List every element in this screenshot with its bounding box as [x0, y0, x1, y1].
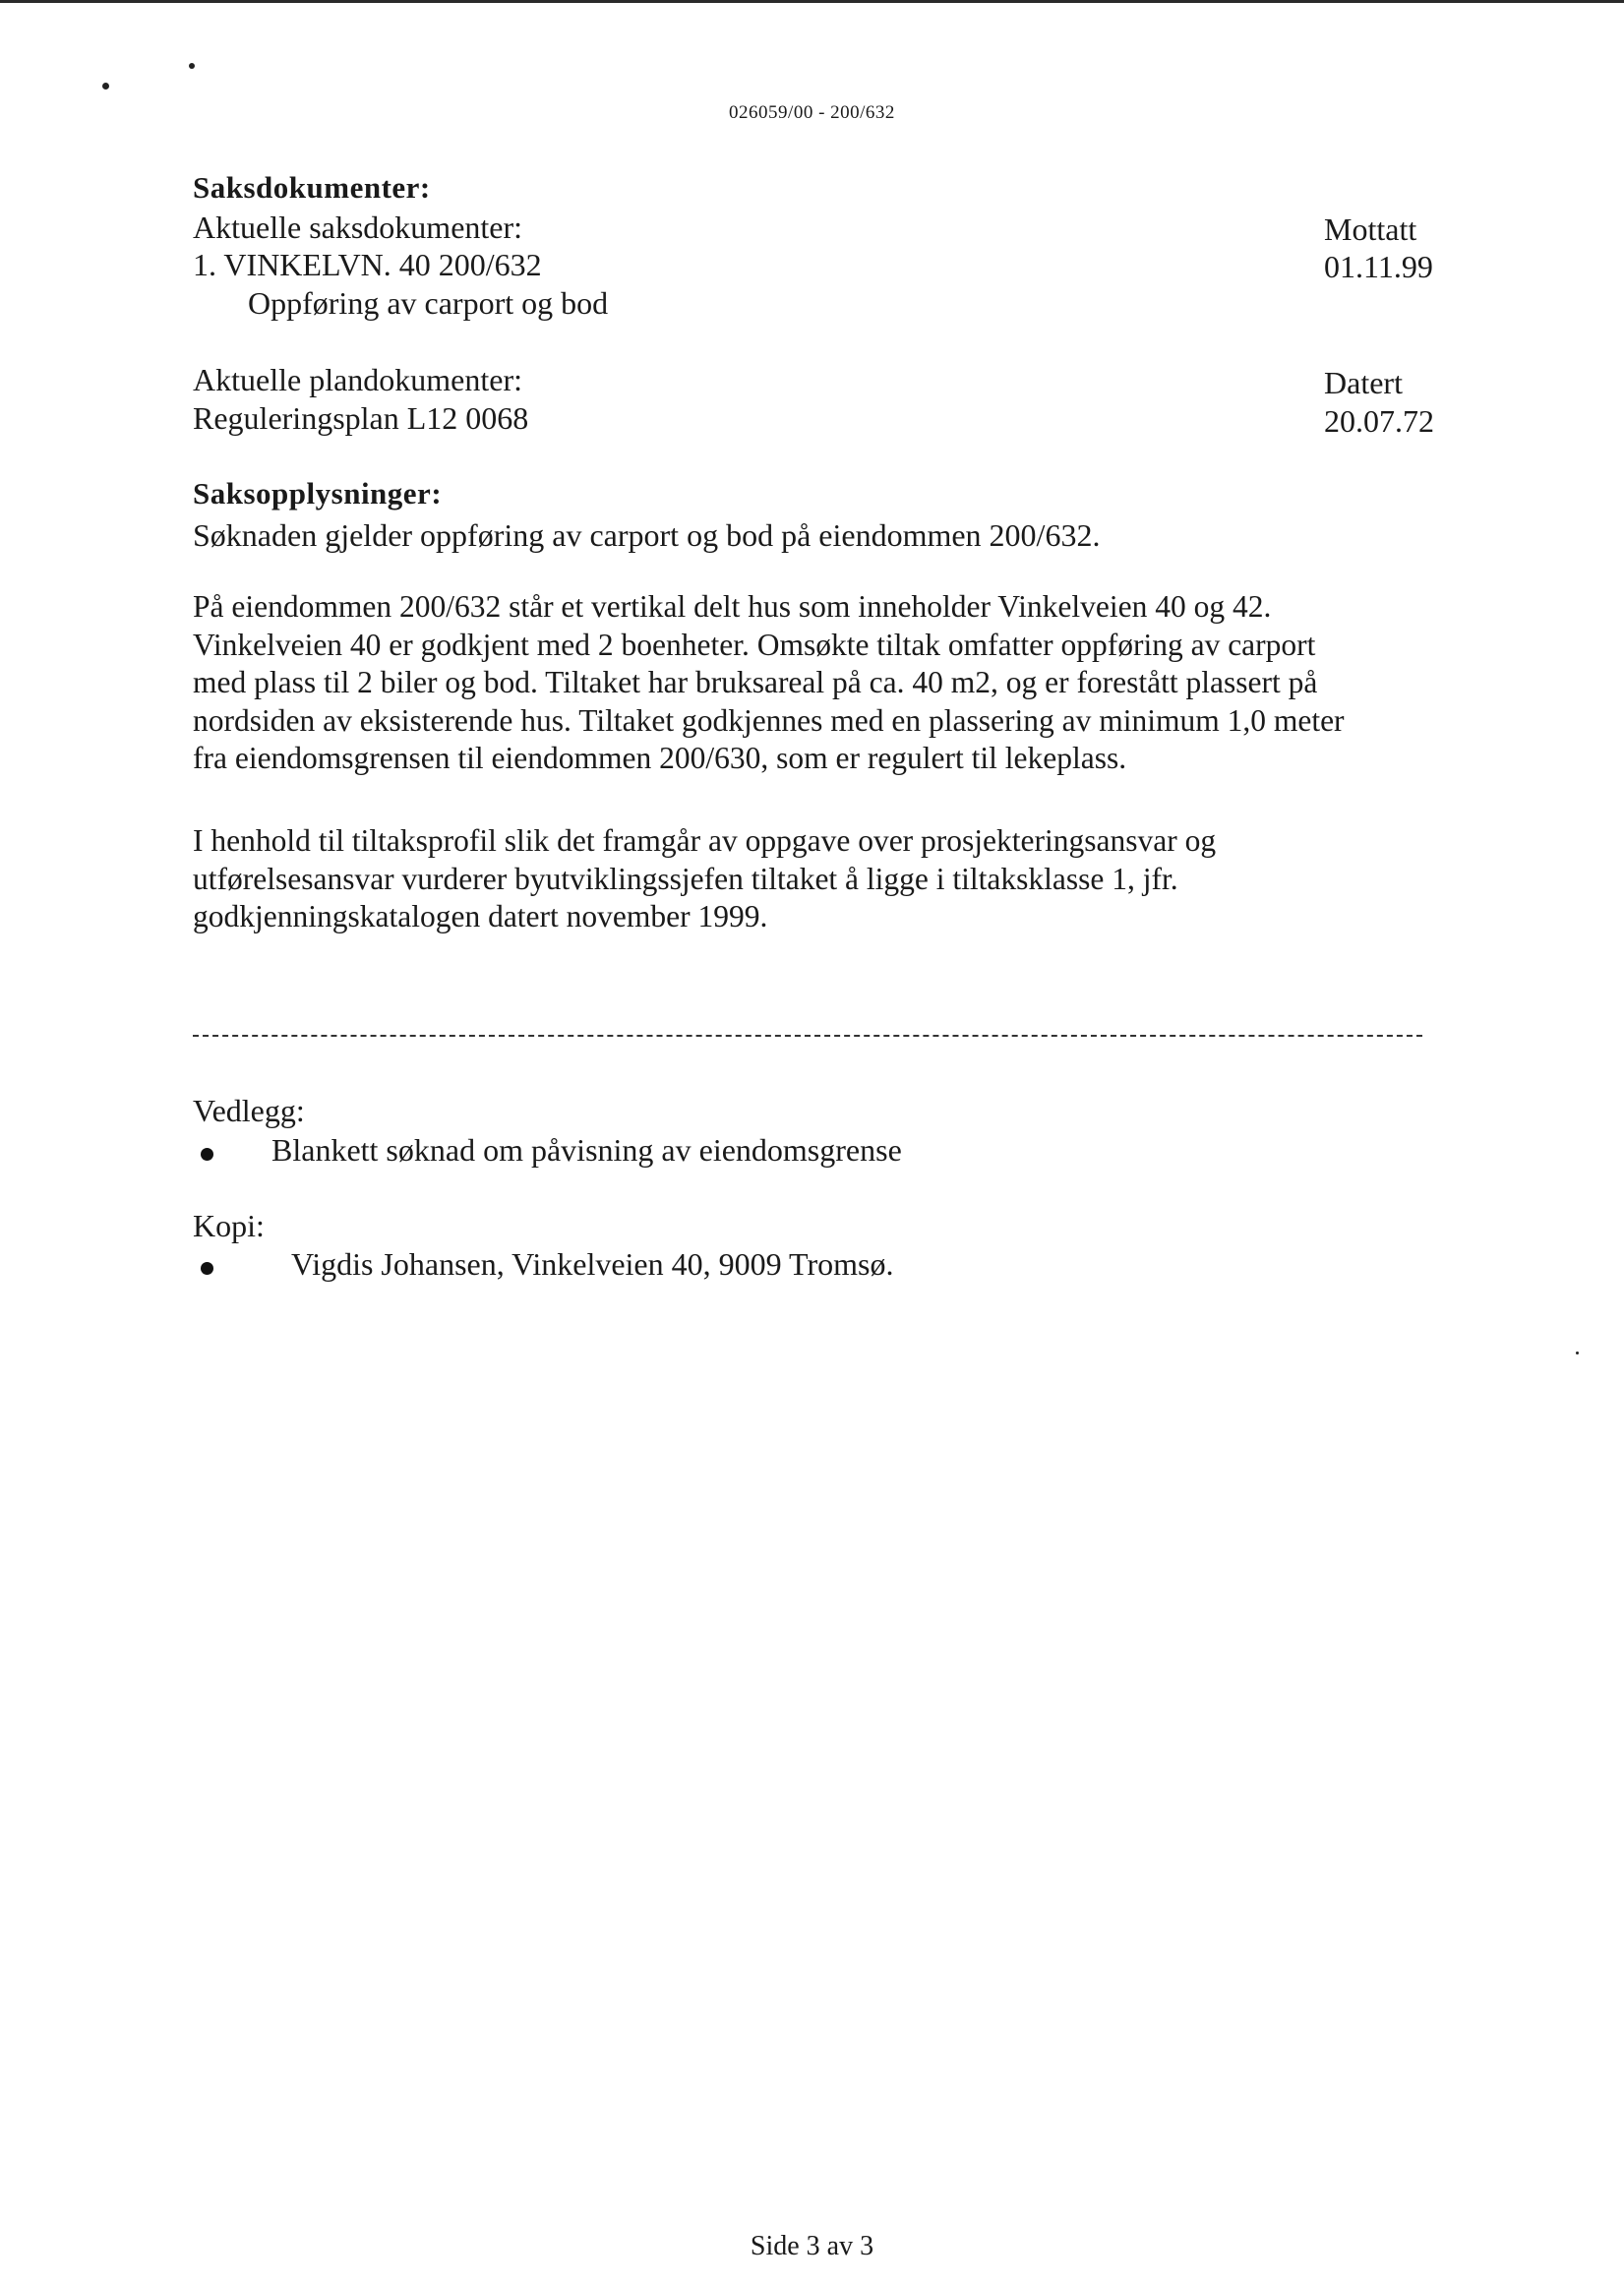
plan-name: Reguleringsplan L12 0068	[193, 400, 529, 436]
paragraph-line: utførelsesansvar vurderer byutviklingssjefen tiltaket å ligge i tiltaksklasse 1, jfr.	[193, 861, 1178, 896]
scan-speck	[189, 63, 195, 69]
attachments-label: Vedlegg:	[193, 1093, 305, 1128]
paragraph-line: fra eiendomsgrensen til eiendommen 200/630, som er regulert til lekeplass.	[193, 741, 1127, 775]
paragraph-line: nordsiden av eksisterende hus. Tiltaket godkjennes med en plassering av minimum 1,0 meter	[193, 702, 1345, 738]
attachment-item: Blankett søknad om påvisning av eiendomsgrense	[271, 1132, 902, 1168]
top-border-line	[0, 0, 1624, 3]
document-item-subtitle: Oppføring av carport og bod	[248, 285, 609, 321]
document-reference: 026059/00 - 200/632	[729, 102, 895, 123]
page-number: Side 3 av 3	[750, 2231, 874, 2261]
section-heading-saksdokumenter: Saksdokumenter:	[193, 170, 431, 205]
copy-recipient: Vigdis Johansen, Vinkelveien 40, 9009 Tromsø.	[291, 1246, 894, 1282]
received-label: Mottatt	[1324, 211, 1417, 247]
paragraph-line: med plass til 2 biler og bod. Tiltaket har bruksareal på ca. 40 m2, og er forestått plassert på	[193, 665, 1318, 699]
paragraph-line: På eiendommen 200/632 står et vertikal delt hus som inneholder Vinkelveien 40 og 42.	[193, 589, 1272, 624]
section-heading-saksopplysninger: Saksopplysninger:	[193, 476, 443, 511]
plan-dated-date: 20.07.72	[1324, 403, 1434, 439]
bullet-icon	[201, 1148, 213, 1161]
paragraph-line: Vinkelveien 40 er godkjent med 2 boenheter. Omsøkte tiltak omfatter oppføring av carport	[193, 627, 1316, 662]
copy-label: Kopi:	[193, 1208, 265, 1243]
scan-speck	[102, 83, 109, 90]
plan-docs-label: Aktuelle plandokumenter:	[193, 362, 523, 397]
dated-label: Datert	[1324, 365, 1403, 400]
current-docs-label: Aktuelle saksdokumenter:	[193, 210, 523, 245]
case-intro-text: Søknaden gjelder oppføring av carport og bod på eiendommen 200/632.	[193, 517, 1101, 553]
paragraph-line: godkjenningskatalogen datert november 1999.	[193, 899, 768, 933]
dashed-separator	[193, 1035, 1422, 1037]
case-paragraph-1	[193, 588, 1345, 778]
document-received-date: 01.11.99	[1324, 249, 1433, 284]
scan-speck	[1576, 1352, 1579, 1354]
bullet-icon	[201, 1262, 213, 1275]
document-item-title: 1. VINKELVN. 40 200/632	[193, 247, 542, 282]
paragraph-line: I henhold til tiltaksprofil slik det framgår av oppgave over prosjekteringsansvar og	[193, 823, 1217, 858]
case-paragraph-2	[193, 822, 1216, 936]
